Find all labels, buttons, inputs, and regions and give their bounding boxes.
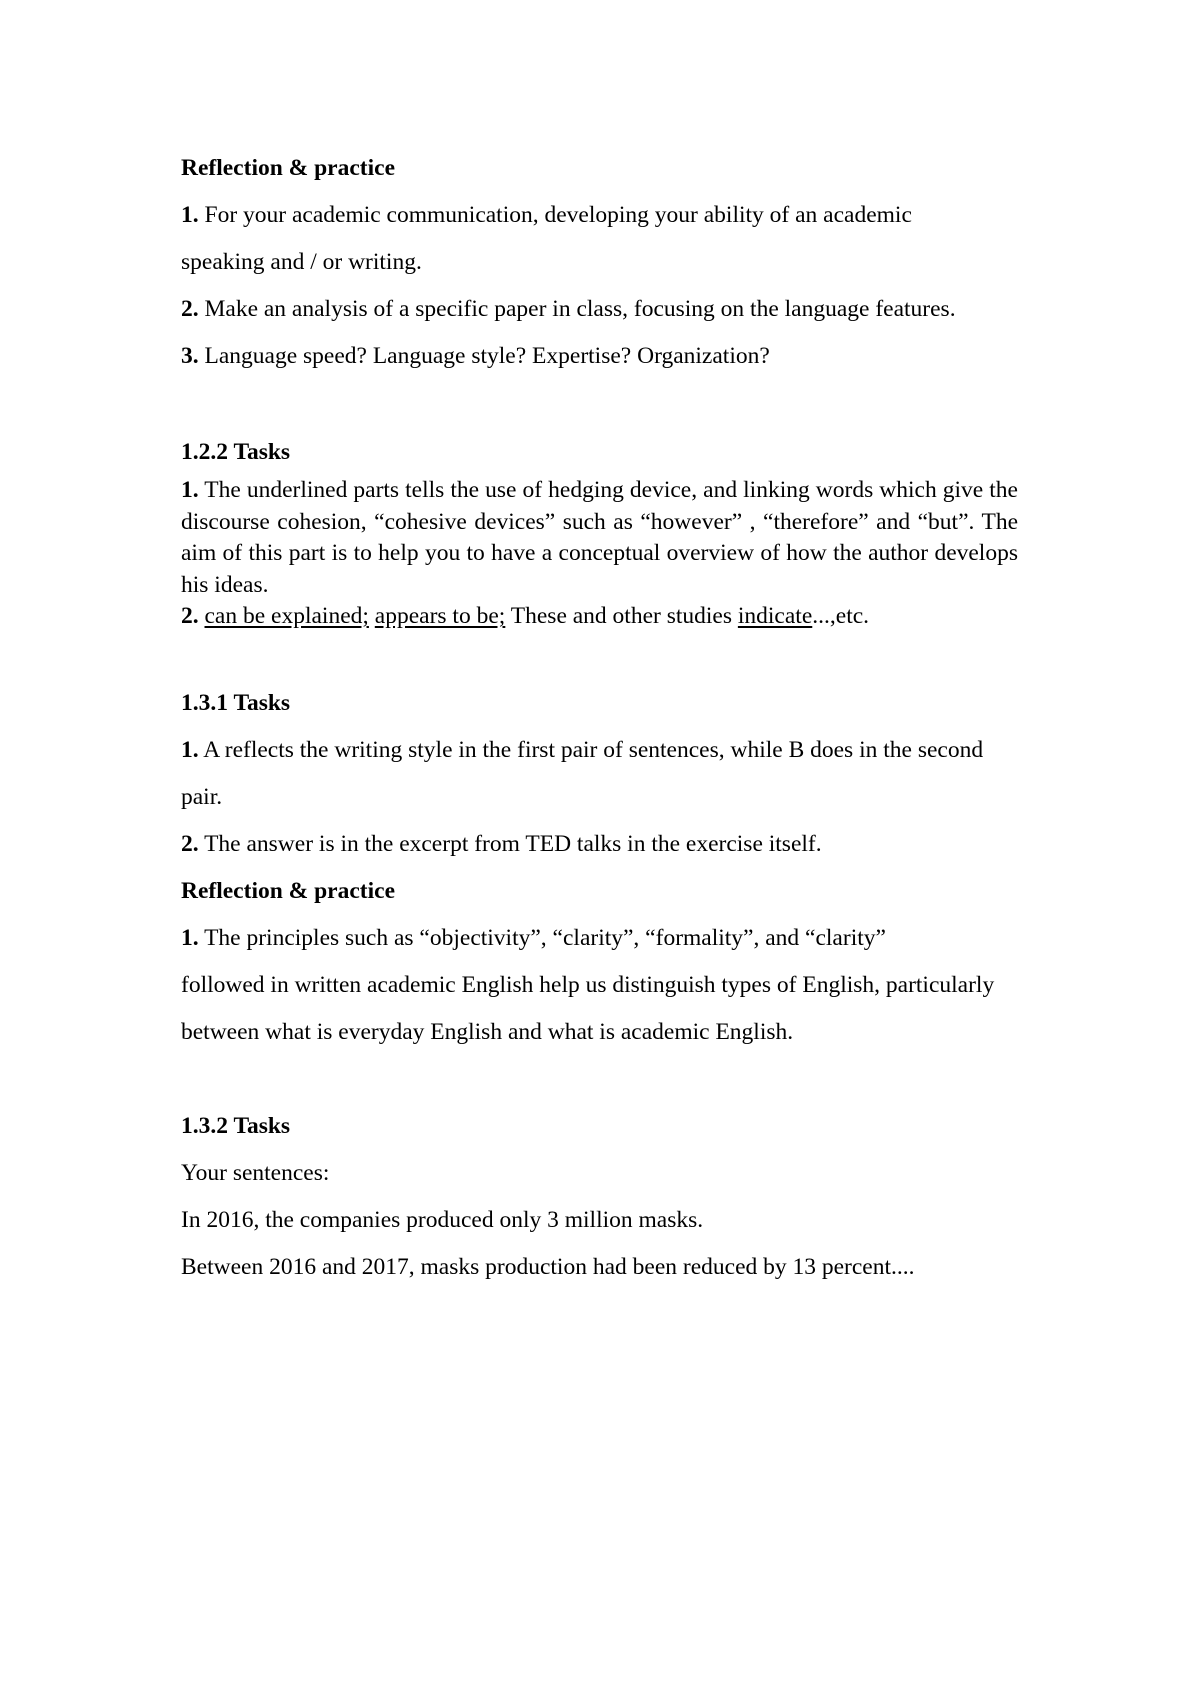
reflection-item-3 [181, 341, 1021, 372]
item-number: 2. [181, 603, 199, 629]
tasks-1-2-2-item-2 [181, 601, 1021, 632]
item-number: 3. [181, 343, 199, 369]
tasks-1-3-1-item-1-line-2: pair. [181, 784, 223, 810]
tasks-1-3-1-item-2 [181, 829, 1021, 860]
item-number: 1. [181, 925, 199, 951]
reflection-item-1-line-1 [181, 200, 1021, 231]
underlined-phrase: indicate [737, 603, 813, 629]
item-text: The principles such as “objectivity”, “clarity”, “formality”, and “clarity” [198, 925, 886, 951]
section-heading-1-3-2-tasks: 1.3.2 Tasks [181, 1113, 291, 1139]
section-heading-1-3-1-tasks: 1.3.1 Tasks [181, 690, 291, 716]
item-number: 1. [181, 477, 199, 503]
item-text: The underlined parts tells the use of hedging device, and linking words which give the discourse cohesion, “cohesive devices” such as “however” , “therefore” and “but”. The aim of this part is to help you to have a conceptual overview of how the author develops his ideas. [181, 477, 1018, 598]
reflection-item-1-line-2: speaking and / or writing. [181, 249, 422, 275]
tasks-1-3-2-line-3: Between 2016 and 2017, masks production had been reduced by 13 percent.... [181, 1254, 915, 1280]
reflection-2-item-1-line-1 [181, 923, 1021, 954]
underlined-phrase: can be explained; [204, 603, 369, 629]
reflection-2-item-1-line-2: followed in written academic English help us distinguish types of English, particularly [181, 972, 995, 998]
item-text: The answer is in the excerpt from TED talks in the exercise itself. [198, 831, 822, 857]
item-number: 2. [181, 831, 199, 857]
reflection-2-item-1-line-3: between what is everyday English and what is academic English. [181, 1019, 794, 1045]
item-number: 1. [181, 737, 199, 763]
underlined-phrase: appears to be; [374, 603, 506, 629]
item-text: For your academic communication, developing your ability of an academic [198, 202, 912, 228]
tasks-1-3-1-item-1-line-1 [181, 735, 1021, 766]
section-heading-1-2-2-tasks: 1.2.2 Tasks [181, 439, 291, 465]
tasks-1-3-2-line-2: In 2016, the companies produced only 3 million masks. [181, 1207, 704, 1233]
item-text: A reflects the writing style in the first pair of sentences, while B does in the second [198, 737, 984, 763]
tasks-1-2-2-item-1 [181, 475, 1018, 601]
reflection-item-2 [181, 294, 1021, 325]
item-text: These and other studies [505, 603, 738, 629]
tasks-1-3-2-line-1: Your sentences: [181, 1160, 330, 1186]
item-number: 2. [181, 296, 199, 322]
item-text: ...,etc. [812, 603, 870, 629]
section-heading-reflection-practice: Reflection & practice [181, 155, 396, 181]
section-heading-reflection-practice-2: Reflection & practice [181, 878, 396, 904]
item-text: Make an analysis of a specific paper in class, focusing on the language features. [198, 296, 956, 322]
item-text: Language speed? Language style? Expertise? Organization? [198, 343, 770, 369]
item-number: 1. [181, 202, 199, 228]
